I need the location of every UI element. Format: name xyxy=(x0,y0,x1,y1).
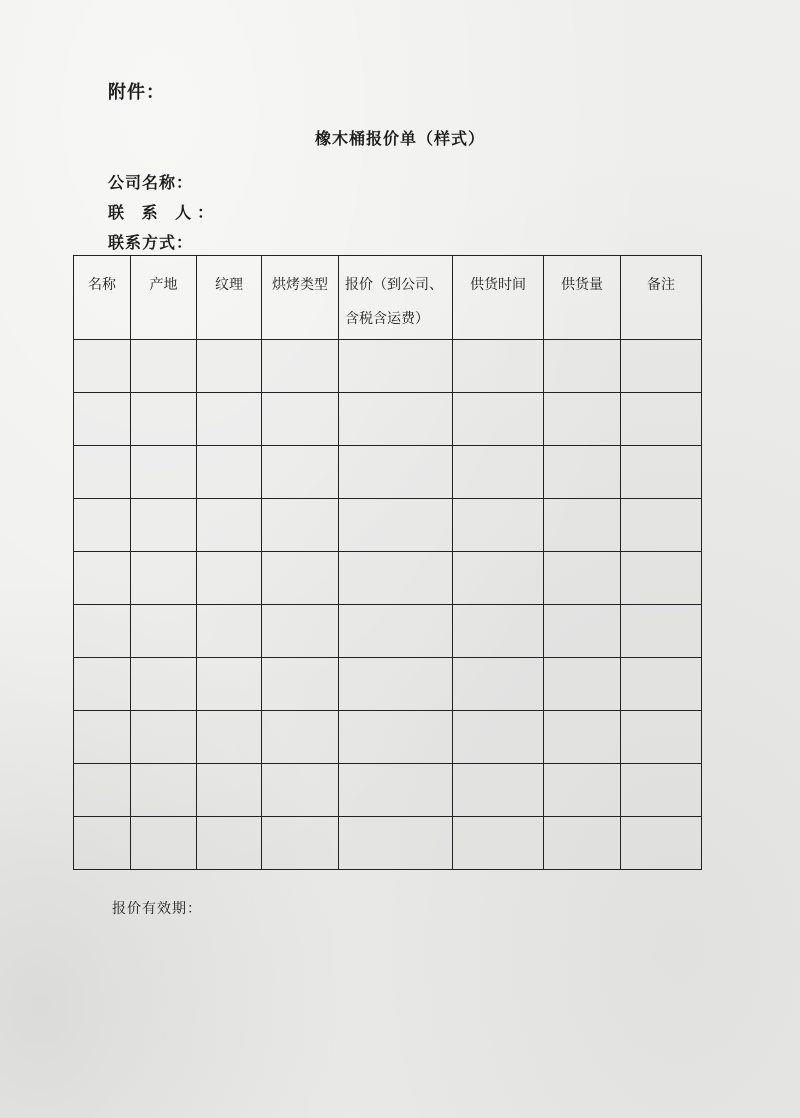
table-cell xyxy=(621,499,702,552)
table-cell xyxy=(197,658,262,711)
table-cell xyxy=(262,711,339,764)
table-cell xyxy=(131,605,197,658)
table-row xyxy=(74,658,702,711)
table-cell xyxy=(453,817,544,870)
table-cell xyxy=(262,658,339,711)
table-cell xyxy=(197,817,262,870)
table-cell xyxy=(131,340,197,393)
table-body xyxy=(74,340,702,870)
column-header-price: 报价（到公司、含税含运费） xyxy=(339,256,453,340)
table-cell xyxy=(453,605,544,658)
table-cell xyxy=(262,340,339,393)
quote-validity-label: 报价有效期： xyxy=(112,901,202,917)
table-cell xyxy=(197,499,262,552)
table-cell xyxy=(262,446,339,499)
table-cell xyxy=(339,552,453,605)
table-cell xyxy=(197,764,262,817)
table-cell xyxy=(621,552,702,605)
table-cell xyxy=(621,393,702,446)
table-cell xyxy=(453,393,544,446)
table-cell xyxy=(544,764,621,817)
quotation-table xyxy=(73,255,702,870)
table-cell xyxy=(453,499,544,552)
table-cell xyxy=(544,446,621,499)
table-cell xyxy=(453,446,544,499)
table-cell xyxy=(453,340,544,393)
table-cell xyxy=(74,605,131,658)
table-cell xyxy=(131,499,197,552)
column-header-supply-quantity: 供货量 xyxy=(544,256,621,340)
table-cell xyxy=(621,658,702,711)
table-cell xyxy=(621,764,702,817)
table-cell xyxy=(74,658,131,711)
table-row xyxy=(74,605,702,658)
table-cell xyxy=(339,446,453,499)
table-cell xyxy=(262,817,339,870)
table-cell xyxy=(339,499,453,552)
table-cell xyxy=(131,658,197,711)
table-row xyxy=(74,446,702,499)
table-cell xyxy=(74,711,131,764)
table-cell xyxy=(544,340,621,393)
table-cell xyxy=(74,552,131,605)
table-cell xyxy=(339,393,453,446)
table-row xyxy=(74,764,702,817)
table-row xyxy=(74,552,702,605)
table-cell xyxy=(339,711,453,764)
table-cell xyxy=(339,764,453,817)
table-row xyxy=(74,393,702,446)
table-cell xyxy=(262,393,339,446)
table-cell xyxy=(339,605,453,658)
table-cell xyxy=(544,817,621,870)
table-cell xyxy=(544,711,621,764)
annex-label: 附件： xyxy=(108,82,165,103)
table-cell xyxy=(544,499,621,552)
table-cell xyxy=(621,340,702,393)
table-cell xyxy=(131,711,197,764)
table-cell xyxy=(621,446,702,499)
company-name-label: 公司名称： xyxy=(108,173,194,192)
table-cell xyxy=(621,817,702,870)
table-row xyxy=(74,711,702,764)
table-cell xyxy=(262,499,339,552)
table-cell xyxy=(544,605,621,658)
contact-method-label: 联系方式： xyxy=(108,233,194,252)
table-cell xyxy=(74,764,131,817)
table-cell xyxy=(453,711,544,764)
table-cell xyxy=(453,552,544,605)
table-cell xyxy=(74,446,131,499)
column-header-grain: 纹理 xyxy=(197,256,262,340)
table-cell xyxy=(131,817,197,870)
table-cell xyxy=(339,817,453,870)
table-cell xyxy=(544,393,621,446)
table-cell xyxy=(621,605,702,658)
table-cell xyxy=(453,764,544,817)
document-title: 橡木桶报价单（样式） xyxy=(314,129,485,148)
table-row xyxy=(74,499,702,552)
table-cell xyxy=(262,764,339,817)
table-cell xyxy=(197,340,262,393)
table-cell xyxy=(453,658,544,711)
table-row xyxy=(74,340,702,393)
table-cell xyxy=(197,393,262,446)
table-cell xyxy=(544,658,621,711)
contact-person-label: 联 系 人： xyxy=(108,203,220,222)
table-cell xyxy=(74,393,131,446)
column-header-toast-type: 烘烤类型 xyxy=(262,256,339,340)
table-cell xyxy=(131,446,197,499)
table-cell xyxy=(197,552,262,605)
table-cell xyxy=(262,605,339,658)
table-cell xyxy=(197,711,262,764)
column-header-name: 名称 xyxy=(74,256,131,340)
table-cell xyxy=(339,658,453,711)
table-cell xyxy=(74,817,131,870)
table-header-row xyxy=(74,256,702,340)
table-cell xyxy=(74,499,131,552)
table-cell xyxy=(339,340,453,393)
table-cell xyxy=(74,340,131,393)
table-cell xyxy=(131,552,197,605)
table-cell xyxy=(197,446,262,499)
column-header-remarks: 备注 xyxy=(621,256,702,340)
table-cell xyxy=(131,764,197,817)
table-cell xyxy=(544,552,621,605)
column-header-origin: 产地 xyxy=(131,256,197,340)
column-header-supply-time: 供货时间 xyxy=(453,256,544,340)
table-cell xyxy=(262,552,339,605)
table-cell xyxy=(197,605,262,658)
table-cell xyxy=(621,711,702,764)
table-cell xyxy=(131,393,197,446)
table-row xyxy=(74,817,702,870)
